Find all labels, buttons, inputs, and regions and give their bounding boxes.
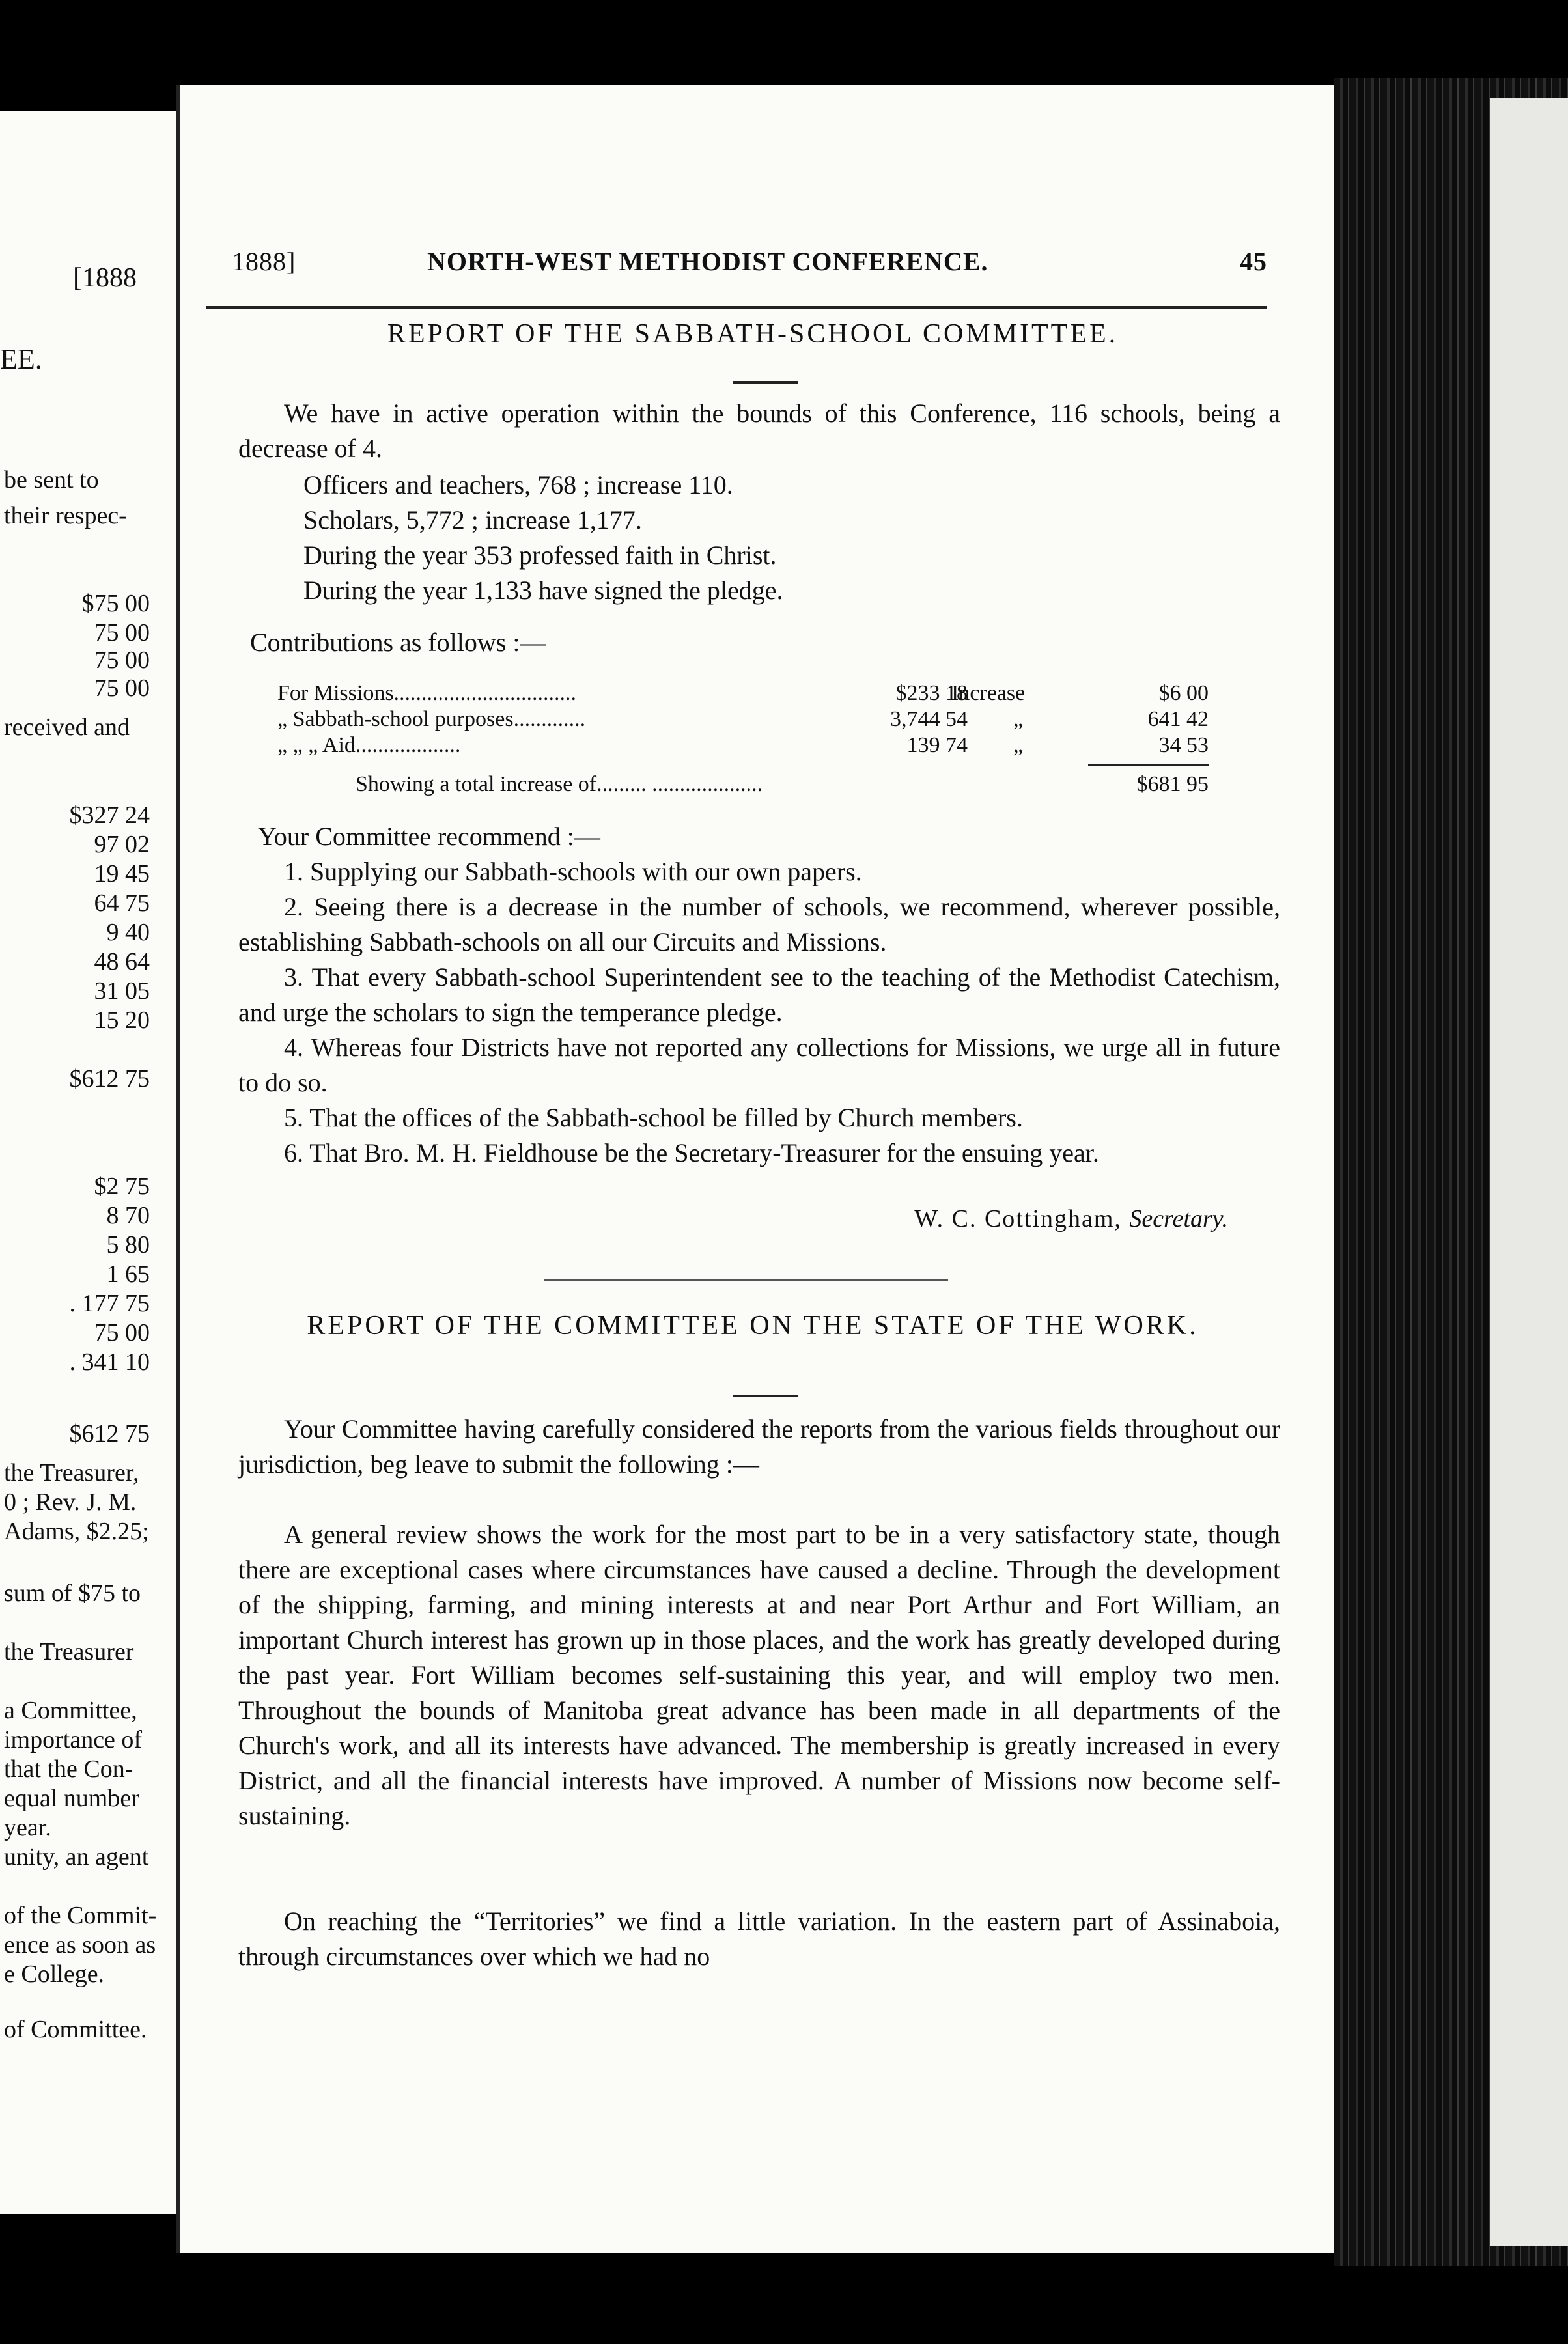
header-title: NORTH-WEST METHODIST CONFERENCE.: [427, 247, 988, 276]
left-page-line: equal number: [4, 1785, 139, 1812]
page-number: 45: [1240, 247, 1267, 276]
left-page-line: 75 00: [94, 675, 150, 702]
left-page-line: their respec-: [4, 502, 127, 529]
left-page-line: received and: [4, 714, 130, 741]
left-page-line: 0 ; Rev. J. M.: [4, 1488, 137, 1516]
total-amount: $681 95: [1136, 772, 1209, 796]
signature-name: W. C. Cottingham,: [914, 1205, 1122, 1233]
title-divider: [733, 381, 798, 384]
left-page-line: 19 45: [94, 860, 150, 887]
book-spine: [1334, 78, 1568, 2266]
left-page-line: 64 75: [94, 889, 150, 917]
left-page-line: 75 00: [94, 619, 150, 647]
left-page-line: $327 24: [69, 802, 150, 829]
left-page-line: the Treasurer: [4, 1638, 134, 1666]
header-rule: [206, 306, 1267, 309]
recommend-label: Your Committee recommend :—: [258, 822, 600, 851]
left-page-line: 15 20: [94, 1007, 150, 1034]
recommendation: 4. Whereas four Districts have not reported any collections for Missions, we urge all in future to do so.: [238, 1033, 1280, 1097]
contribution-amount: $233 18: [895, 681, 968, 705]
left-page-line: $2 75: [94, 1173, 150, 1200]
increase-amount: 641 42: [1147, 707, 1209, 731]
left-page-line: Adams, $2.25;: [4, 1518, 149, 1545]
left-page-line: 9 40: [106, 919, 150, 946]
left-page-line: importance of: [4, 1726, 143, 1753]
left-page-line: 1 65: [106, 1261, 150, 1288]
left-page-fragment: [0, 111, 176, 2214]
work-paragraph: A general review shows the work for the most part to be in a very satisfactory state, though there are exceptional cases where circumstances have caused a decline. Through the development of the shipping, farming, and mining interests at and near Port Arthur and Fort William, an important Church interest has grown up in those places, and the work has greatly developed during the past year. Fort William becomes self-sustaining this year, and will employ two men. Throughout the bounds of Manitoba great advance has been made in all departments of the Church's work, and all its interests have advanced. The membership is greatly increased in every District, and all the financial interests have improved. A number of Missions now become self-sustaining.: [238, 1520, 1280, 1830]
left-header: [1888: [73, 263, 137, 293]
left-page-line: 5 80: [106, 1231, 150, 1259]
left-page-line: that the Con-: [4, 1755, 133, 1783]
work-paragraph: Your Committee having carefully considered the reports from the various fields throughout our jurisdiction, beg leave to submit the following :—: [238, 1414, 1280, 1479]
recommendation: 5. That the offices of the Sabbath-school be filled by Church members.: [284, 1103, 1023, 1132]
left-page-line: a Committee,: [4, 1697, 137, 1724]
running-header: [206, 246, 1267, 292]
contribution-label: For Missions.................................: [277, 681, 577, 705]
left-page-line: unity, an agent: [4, 1843, 149, 1871]
contributions-label: Contributions as follows :—: [250, 628, 546, 657]
sabbath-intro: We have in active operation within the bounds of this Conference, 116 schools, being a decrease of 4.: [238, 398, 1280, 463]
left-heading-fragment: EE.: [0, 343, 42, 375]
header-year: 1888]: [232, 247, 296, 276]
left-page-line: of Committee.: [4, 2016, 147, 2043]
stat-line: Scholars, 5,772 ; increase 1,177.: [303, 505, 642, 535]
increase-label: „: [1013, 707, 1024, 731]
recommendation: 3. That every Sabbath-school Superintendent see to the teaching of the Methodist Catechism, and urge the scholars to sign the temperance pledge.: [238, 962, 1280, 1027]
increase-amount: 34 53: [1158, 733, 1209, 757]
contribution-label: „ Sabbath-school purposes.............: [277, 707, 586, 731]
title-divider: [733, 1395, 798, 1397]
section-separator: [544, 1279, 948, 1281]
left-page-line: $612 75: [69, 1420, 150, 1447]
contribution-label: „ „ „ Aid...................: [277, 733, 461, 757]
total-rule: [1088, 764, 1209, 766]
work-paragraph: On reaching the “Territories” we find a little variation. In the eastern part of Assinaboia, through circumstances over which we had no: [238, 1906, 1280, 1971]
left-page-line: e College.: [4, 1960, 105, 1988]
left-page-line: . 341 10: [69, 1348, 150, 1376]
increase-amount: $6 00: [1158, 681, 1209, 705]
left-page-line: 8 70: [106, 1202, 150, 1229]
sabbath-report-title: REPORT OF THE SABBATH-SCHOOL COMMITTEE.: [387, 319, 1119, 349]
left-page-line: be sent to: [4, 466, 99, 494]
contribution-amount: 3,744 54: [890, 707, 968, 731]
increase-label: Increase: [951, 681, 1026, 705]
total-label: Showing a total increase of......... ....................: [356, 772, 763, 796]
stat-line: Officers and teachers, 768 ; increase 110.: [303, 470, 733, 499]
contribution-amount: 139 74: [906, 733, 968, 757]
left-page-line: 48 64: [94, 948, 150, 975]
signature-role: Secretary.: [1129, 1205, 1228, 1233]
left-page-line: 97 02: [94, 831, 150, 858]
left-page-line: $612 75: [69, 1065, 150, 1093]
left-page-line: sum of $75 to: [4, 1580, 141, 1607]
left-page-line: of the Commit-: [4, 1902, 157, 1929]
recommendation: 6. That Bro. M. H. Fieldhouse be the Secretary-Treasurer for the ensuing year.: [284, 1138, 1099, 1167]
recommendation: 2. Seeing there is a decrease in the number of schools, we recommend, wherever possible, establishing Sabbath-schools on all our Circuits and Missions.: [238, 892, 1280, 956]
page-45: [176, 85, 1339, 2253]
recommendation: 1. Supplying our Sabbath-schools with our own papers.: [284, 857, 862, 886]
left-page-line: 75 00: [94, 1319, 150, 1346]
increase-label: „: [1013, 733, 1024, 757]
signature: [914, 1205, 1228, 1233]
left-page-line: the Treasurer,: [4, 1459, 139, 1486]
left-page-line: $75 00: [81, 590, 150, 617]
left-page-line: year.: [4, 1814, 51, 1841]
work-report-title: REPORT OF THE COMMITTEE ON THE STATE OF THE WORK.: [307, 1311, 1199, 1341]
left-page-line: 31 05: [94, 977, 150, 1005]
stat-line: During the year 353 professed faith in Christ.: [303, 540, 777, 570]
left-page-line: ence as soon as: [4, 1931, 156, 1959]
stat-line: During the year 1,133 have signed the pledge.: [303, 576, 783, 605]
left-page-line: 75 00: [94, 647, 150, 674]
left-page-line: . 177 75: [69, 1290, 150, 1317]
